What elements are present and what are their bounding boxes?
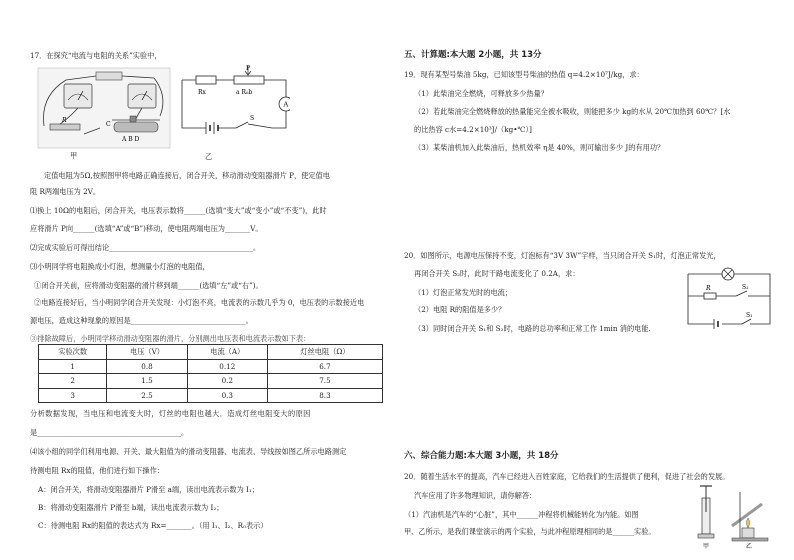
experiment-data-table <box>38 344 383 403</box>
switch-s2-label: S₂ <box>742 284 749 291</box>
table-cell: 0.2 <box>187 374 267 389</box>
voltmeter <box>64 84 92 108</box>
switch-label: S <box>250 115 255 122</box>
table-row <box>39 374 383 389</box>
alcohol-lamp <box>742 528 754 538</box>
q17-part1-line1: ⑴换上 10Ω的电阻后，闭合开关，电压表示数将______(选填“变大”或“变小”或“不变”)，此时 <box>30 206 327 215</box>
q17-part4-line1: ⑷该小组的同学们利用电源、开关、最大阻值为的滑动变阻器、电流表、导线按如图乙所示电路测定 <box>30 447 347 456</box>
table-header: 电压（V） <box>107 345 187 360</box>
ammeter-label: A <box>283 100 289 109</box>
rheostat <box>114 122 158 132</box>
table-row <box>39 388 383 403</box>
q20b-experiment-figures <box>696 482 774 550</box>
q17-part3-b-line1: ②电路连接好后，当小明同学闭合开关发现：小灯泡不亮，电流表的示数几乎为 0，电压表的示数接近电 <box>34 298 365 307</box>
q19-part3: （3）某柴油机加入此柴油后，热机效率 η是 40%，则可输出多少 J的有用功？ <box>414 143 665 152</box>
q17-intro-line2: 阻 R两端电压为 2V。 <box>30 187 101 196</box>
q17-part2: ⑵完成实验后可得出结论________________________________________。 <box>30 243 261 252</box>
figure-yi-label-small: 乙 <box>746 543 753 550</box>
figure-jia-label: 甲 <box>70 151 78 160</box>
table-cell: 0.3 <box>187 388 267 403</box>
q17-part4-step-b: B：将滑动变阻器滑片 P滑至 b端，读出电流表示数为 I₂； <box>38 503 224 512</box>
q20-part3: （3）同时闭合开关 S₁和 S₂时，电路的总功率和正常工作 1min 消的电能. <box>414 324 651 333</box>
q17-intro-line1: 定值电阻为5Ω,按照图甲将电路正确连接后，闭合开关，移动滑动变阻器滑片 P，使定值电 <box>44 171 330 180</box>
resistor <box>50 124 80 130</box>
rheostat-r0 <box>234 76 264 84</box>
table-header: 电流（A） <box>187 345 267 360</box>
figure-yi-label: 乙 <box>205 152 213 161</box>
table-cell: 2 <box>39 374 107 389</box>
figure-jia-apparatus <box>36 66 172 150</box>
q17-part1-line2: 应将滑片 P向______(选填“A”或“B”)移动，使电阻两端电压为_______V。 <box>30 224 263 233</box>
table-header-row <box>39 345 383 360</box>
q17-stem: 17．在探究“电流与电阻的关系”实验中， <box>30 51 162 60</box>
section6-title: 六、综合能力题:本大题 3小题，共 18分 <box>404 451 559 461</box>
q17-part4-line2: 待测电阻 Rx的阻值，他们进行如下操作： <box>30 466 164 475</box>
table-header: 灯丝电阻（Ω） <box>267 345 382 360</box>
section5-title: 五、计算题:本大题 2小题，共 13分 <box>404 50 542 60</box>
ammeter <box>128 84 156 108</box>
rheostat-label-c: C <box>106 121 111 128</box>
figure-yi-circuit <box>178 64 290 140</box>
switch-s2 <box>736 291 747 296</box>
q17-part4-step-a: A：闭合开关，将滑动变阻器滑片 P滑至 a端，读出电流表示数为 I₁； <box>38 485 259 494</box>
switch-s1 <box>742 319 751 324</box>
q20b-stem-line2: 汽车应用了许多物理知识，请你解答： <box>414 491 537 500</box>
figure-jia-label-small: 甲 <box>703 543 710 550</box>
q17-part3-a: ①闭合开关前，应将滑动变阻器的滑片移到端______(选填“左”或“右”)。 <box>34 281 263 290</box>
table-cell: 7.5 <box>267 374 382 389</box>
q20-part2: （2）电阻 R的阻值是多少？ <box>414 305 506 314</box>
switch-s <box>236 122 248 128</box>
q19-part1: （1）此柴油完全燃烧，可释放多少热量？ <box>414 89 548 98</box>
battery <box>96 72 122 80</box>
q20b-part1-line2: 甲、乙所示，是我们课堂演示的两个实验，与此冲程原理相同的是______实验。 <box>404 527 656 536</box>
rx-label: Rx <box>198 89 206 96</box>
q19-stem: 19．现有某型号柴油 5kg，已知该型号柴油的热值 q=4.2×10⁷J/kg，求： <box>404 70 644 79</box>
q20-part1: （1）灯泡正常发光时的电流； <box>414 288 513 297</box>
q20b-stem-line1: 20．随着生活水平的提高，汽车已经进入百姓家庭，它给我们的生活提供了便利，促进了社会的发展。 <box>404 472 730 481</box>
rheostat-terminals: A B D <box>122 136 140 143</box>
table-cell: 8.3 <box>267 388 382 403</box>
table-header: 实验次数 <box>39 345 107 360</box>
table-cell: 1.5 <box>107 374 187 389</box>
resistor-r-label: R <box>706 285 711 292</box>
table-cell: 3 <box>39 388 107 403</box>
q17-analysis-line2: 是________________________________________。 <box>30 428 189 437</box>
r0-label: a R₀b <box>236 89 253 96</box>
table-cell: 6.7 <box>267 359 382 374</box>
resistor-rx <box>196 76 216 84</box>
q17-analysis-line1: 分析数据发现，当电压和电流变大时，灯丝的电阻也越大．造成灯丝电阻变大的原因 <box>30 409 311 418</box>
table-cell: 1 <box>39 359 107 374</box>
q20-circuit <box>684 264 776 330</box>
q20-stem-line1: 20．如图所示，电源电压保持不变，灯泡标有“3V 3W”字样，当只闭合开关 S₁时，灯泡正常发光， <box>404 251 721 260</box>
resistor-r <box>704 293 716 299</box>
resistor-label: R <box>62 117 67 124</box>
table-cell: 0.12 <box>187 359 267 374</box>
switch-s1-label: S₁ <box>746 312 753 319</box>
table-row <box>39 359 383 374</box>
table-cell: 0.8 <box>107 359 187 374</box>
q17-part3-c: ③排除故障后，小明同学移动滑动变阻器的滑片，分别测出电压表和电流表示数如下表： <box>30 334 311 343</box>
slider-label: P <box>246 65 251 72</box>
q20b-part1-line1: （1）汽油机是汽车的“心脏”，其中______冲程将机械能转化为内能。如图 <box>404 510 639 519</box>
q17-part3-b-line2: 源电压，造成这种现象的原因是________________________________。 <box>30 316 253 325</box>
table-cell: 2.5 <box>107 388 187 403</box>
q17-part3: ⑶小明同学将电阻换成小灯泡，想测量小灯泡的电阻值， <box>30 262 210 271</box>
q19-part2-line1: （2）若此柴油完全燃烧释放的热量能完全被水吸收，则能把多少 kg的水从 20℃加热到 60℃？[水 <box>414 107 731 116</box>
q20-stem-line2: 再闭合开关 S₂时，此时干路电流变化了 0.2A，求： <box>414 269 580 278</box>
q17-part4-step-c: C：待测电阻 Rx的阻值的表达式为 Rx=_______。（用 I₁、I₂、R₀表示） <box>38 521 268 530</box>
q19-part2-line2: 的比热容 c水=4.2×10³J/（kg•℃）] <box>414 125 532 134</box>
